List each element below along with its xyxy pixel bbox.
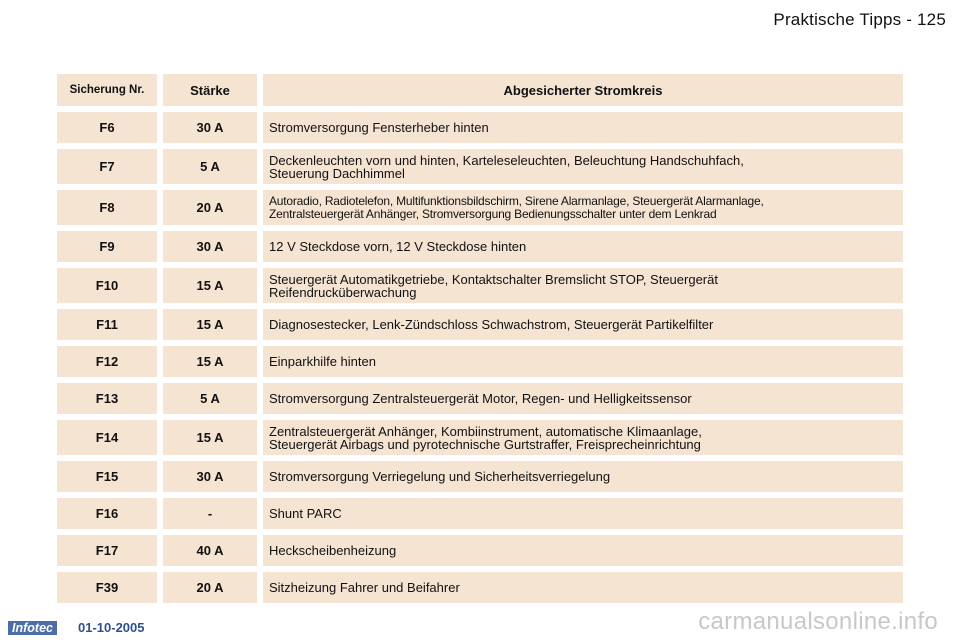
fuse-rating: - — [157, 498, 257, 529]
fuse-number: F10 — [57, 268, 157, 303]
fuse-number: F16 — [57, 498, 157, 529]
fuse-circuit — [257, 498, 903, 529]
table-row — [57, 572, 903, 603]
fuse-number: F14 — [57, 420, 157, 455]
table-row — [57, 231, 903, 262]
table-row — [57, 190, 903, 225]
circuit-line: Diagnosestecker, Lenk-Zündschloss Schwachstrom, Steuergerät Partikelfilter — [269, 317, 714, 332]
circuit-line: Heckscheibenheizung — [269, 543, 397, 558]
table-row — [57, 420, 903, 455]
table-header-row — [57, 74, 903, 106]
fuse-circuit — [257, 420, 903, 455]
fuse-number: F13 — [57, 383, 157, 414]
circuit-line: Steuerung Dachhimmel — [269, 165, 405, 181]
infotec-logo: Infotec — [8, 621, 57, 635]
fuse-circuit — [257, 309, 903, 340]
table-row — [57, 112, 903, 143]
fuse-rating: 15 A — [157, 268, 257, 303]
circuit-line: Steuergerät Airbags und pyrotechnische Gurtstraffer, Freisprecheinrichtung — [269, 436, 701, 452]
fuse-number: F9 — [57, 231, 157, 262]
table-row — [57, 498, 903, 529]
fuse-number: F15 — [57, 461, 157, 492]
table-row — [57, 535, 903, 566]
fuse-circuit — [257, 461, 903, 492]
fuse-rating: 15 A — [157, 346, 257, 377]
fuse-circuit — [257, 268, 903, 303]
fuse-rating: 30 A — [157, 461, 257, 492]
page-title: Praktische Tipps - 125 — [773, 10, 946, 29]
table-row — [57, 149, 903, 184]
circuit-line: Einparkhilfe hinten — [269, 354, 376, 369]
fuse-number: F11 — [57, 309, 157, 340]
fuse-number: F17 — [57, 535, 157, 566]
fuse-rating: 15 A — [157, 309, 257, 340]
table-row — [57, 383, 903, 414]
fuse-circuit — [257, 112, 903, 143]
fuse-circuit — [257, 231, 903, 262]
fuse-number: F6 — [57, 112, 157, 143]
fuse-rating: 30 A — [157, 231, 257, 262]
fuse-rating: 5 A — [157, 383, 257, 414]
fuse-rating: 40 A — [157, 535, 257, 566]
circuit-line: Zentralsteuergerät Anhänger, Stromversorgung Bedienungsschalter unter dem Lenkrad — [269, 206, 717, 221]
table-row — [57, 268, 903, 303]
circuit-line: Deckenleuchten vorn und hinten, Karteleseleuchten, Beleuchtung Handschuhfach, — [269, 152, 744, 168]
circuit-line: 12 V Steckdose vorn, 12 V Steckdose hinten — [269, 239, 527, 254]
circuit-line: Reifendrucküberwachung — [269, 284, 417, 300]
circuit-line: Sitzheizung Fahrer und Beifahrer — [269, 580, 460, 595]
table-row — [57, 346, 903, 377]
table-row — [57, 461, 903, 492]
fuse-circuit — [257, 572, 903, 603]
fuse-number: F8 — [57, 190, 157, 225]
fuse-circuit — [257, 535, 903, 566]
fuse-number: F39 — [57, 572, 157, 603]
column-header-rating: Stärke — [157, 74, 257, 106]
circuit-line: Shunt PARC — [269, 506, 342, 521]
fuse-rating: 15 A — [157, 420, 257, 455]
fuse-number: F7 — [57, 149, 157, 184]
circuit-line: Stromversorgung Fensterheber hinten — [269, 120, 489, 135]
circuit-line: Autoradio, Radiotelefon, Multifunktionsbildschirm, Sirene Alarmanlage, Steuergerät Alarmanlage, — [269, 193, 764, 208]
column-header-fuse-number: Sicherung Nr. — [57, 74, 157, 106]
fuse-table — [57, 68, 903, 609]
fuse-rating: 20 A — [157, 572, 257, 603]
fuse-number: F12 — [57, 346, 157, 377]
edition-date: 01-10-2005 — [78, 620, 145, 635]
circuit-line: Stromversorgung Zentralsteuergerät Motor, Regen- und Helligkeitssensor — [269, 391, 692, 406]
fuse-circuit — [257, 149, 903, 184]
table-row — [57, 309, 903, 340]
column-header-circuit: Abgesicherter Stromkreis — [257, 74, 903, 106]
circuit-line: Zentralsteuergerät Anhänger, Kombiinstrument, automatische Klimaanlage, — [269, 423, 702, 439]
fuse-rating: 5 A — [157, 149, 257, 184]
fuse-rating: 30 A — [157, 112, 257, 143]
circuit-line: Stromversorgung Verriegelung und Sicherheitsverriegelung — [269, 469, 611, 484]
fuse-circuit — [257, 346, 903, 377]
circuit-line: Steuergerät Automatikgetriebe, Kontaktschalter Bremslicht STOP, Steuergerät — [269, 271, 718, 287]
fuse-circuit — [257, 190, 903, 225]
watermark-text: carmanualsonline.info — [698, 608, 938, 635]
fuse-rating: 20 A — [157, 190, 257, 225]
fuse-circuit — [257, 383, 903, 414]
